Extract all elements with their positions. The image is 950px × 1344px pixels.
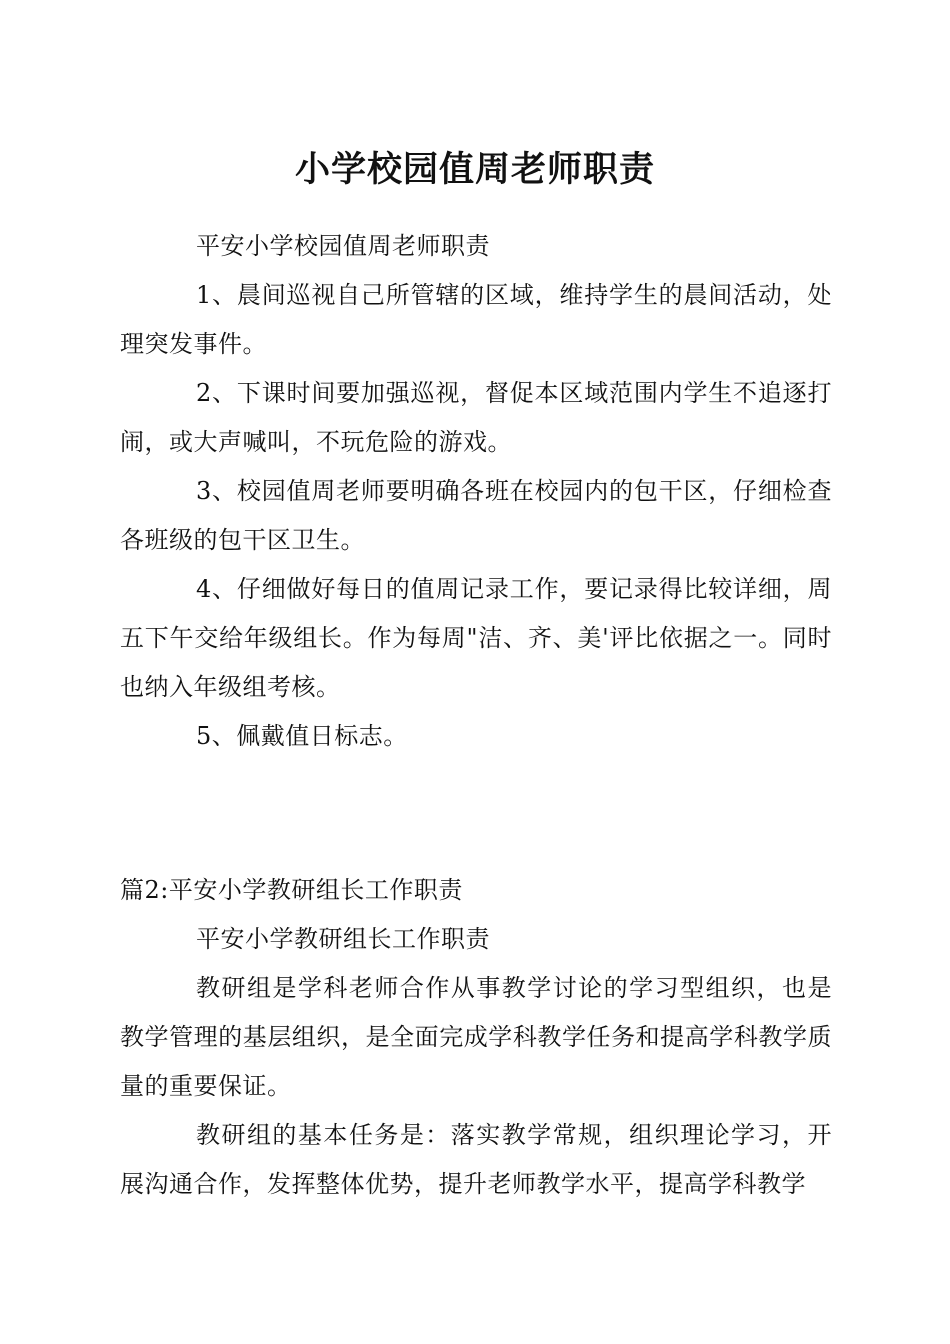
section-duty-teacher bbox=[120, 222, 832, 761]
document-title: 小学校园值周老师职责 bbox=[294, 150, 655, 190]
body-paragraph: 教研组的基本任务是：落实教学常规，组织理论学习，开展沟通合作，发挥整体优势，提升老师教学水平，提高学科教学 bbox=[120, 1121, 832, 1198]
section-subtitle: 平安小学教研组长工作职责 bbox=[196, 925, 490, 953]
duty-item-2: 2、下课时间要加强巡视，督促本区域范围内学生不追逐打闹，或大声喊叫，不玩危险的游戏。 bbox=[120, 379, 832, 456]
section-subtitle: 平安小学校园值周老师职责 bbox=[196, 232, 490, 260]
body-paragraph: 教研组是学科老师合作从事教学讨论的学习型组织，也是教学管理的基层组织，是全面完成学科教学任务和提高学科教学质量的重要保证。 bbox=[120, 974, 832, 1100]
section-heading: 篇2:平安小学教研组长工作职责 bbox=[120, 876, 463, 904]
section-research-leader bbox=[120, 866, 832, 1209]
duty-item-3: 3、校园值周老师要明确各班在校园内的包干区，仔细检查各班级的包干区卫生。 bbox=[120, 477, 832, 554]
duty-item-4: 4、仔细做好每日的值周记录工作，要记录得比较详细，周五下午交给年级组长。作为每周"洁、齐、美'评比依据之一。同时也纳入年级组考核。 bbox=[120, 575, 832, 701]
duty-item-1: 1、晨间巡视自己所管辖的区域，维持学生的晨间活动，处理突发事件。 bbox=[120, 281, 832, 358]
duty-item-5: 5、佩戴值日标志。 bbox=[196, 722, 408, 750]
